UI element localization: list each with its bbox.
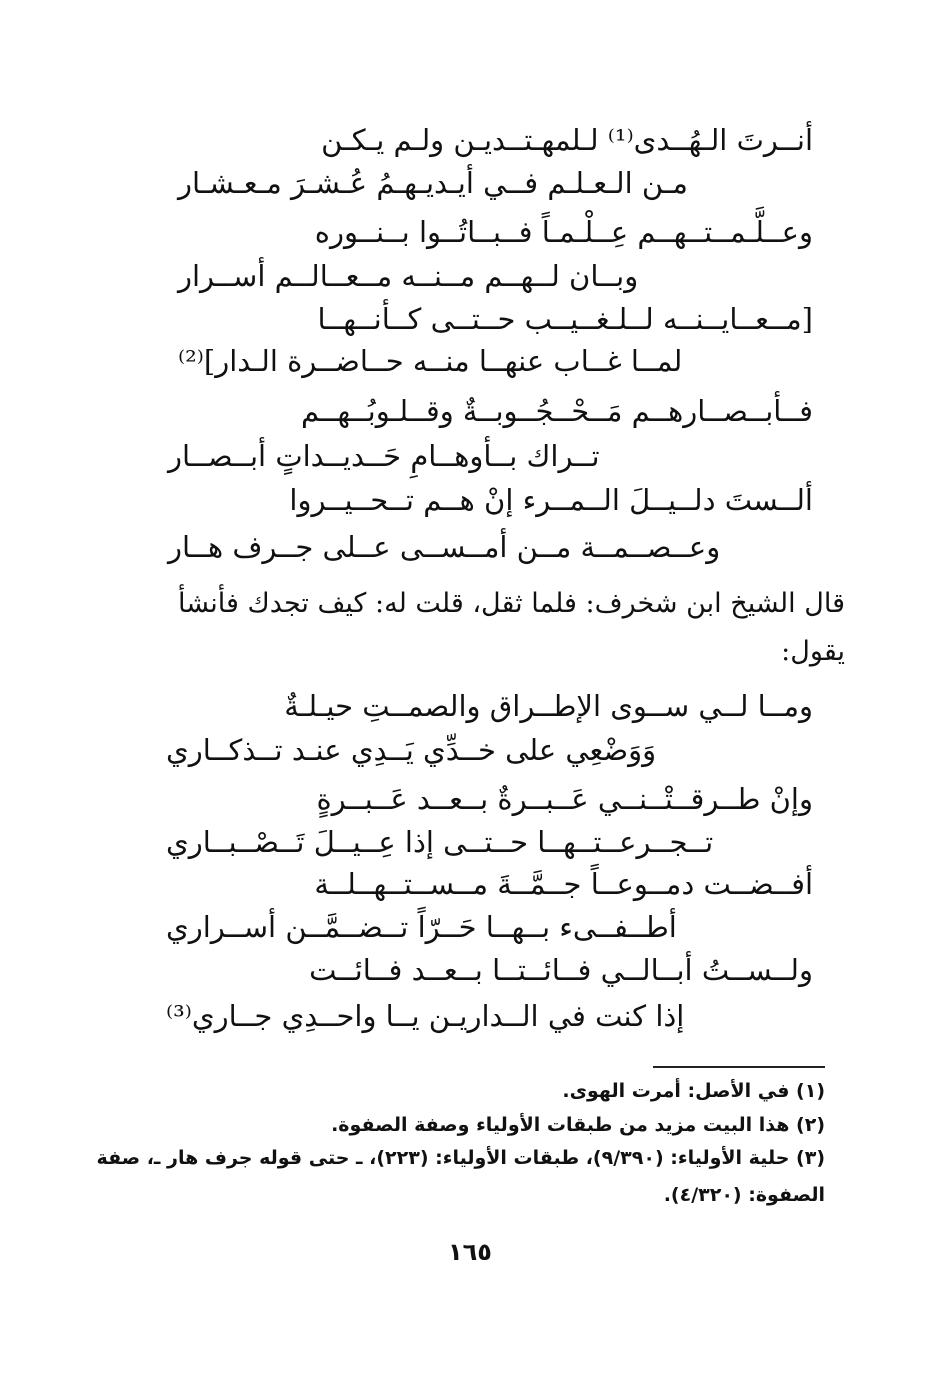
footnote-3-line-1: (٣) حلية الأولياء: (٩/٣٩٠)، طبقات الأولياء: (٢٢٣)، ـ حتى قوله جرف هار ـ، صفة [96,1147,825,1169]
footnote-2: (٢) هذا البيت مزيد من طبقات الأولياء وصفة الصفوة. [331,1114,825,1136]
poem1-line-3: وعــلَّـمــتــهــم عِــلْـمـاً فــبــاتُــوا بــنــوره [314,215,813,249]
footnote-3-line-2: الصفوة: (٤/٣٢٠). [663,1184,825,1206]
poem1-line-8: تــراك بــأوهــامِ حَــديــداتٍ أبــصــار [168,439,600,473]
poem1-line-1: أنــرتَ الـهُــدى⁽¹⁾ لـلمهـتــديـن ولـم يـكـن [321,123,813,157]
poem2-line-7: ولــســتُ أبــالــي فــائــتــا بــعــد فــائــت [309,953,813,987]
poem2-line-5: أفــضــت دمــوعــاً جــمَّــةَ مــســتــهــلــة [314,867,813,901]
poem1-line-6: لمــا غــاب عنهــا منــه حــاضــرة الـدار]⁽²⁾ [178,344,683,378]
poem1-line-2: مـن الـعـلـم فــي أيـديـهـمُ عُـشـرَ مـعـشـار [178,166,688,200]
poem2-line-6: أطــفــىء بــهــا حَــرّاً تــضــمَّــن أســراري [166,910,677,944]
poem2-line-3: وإنْ طــرقــتْــنــي عَــبــرةٌ بــعــد عَــبــرةٍ [316,782,813,816]
poem1-line-5: [مــعــايــنــه لــلـغــيــب حــتــى كــأنــهــا [317,302,813,336]
prose-line-1: قال الشيخ ابن شخرف: فلما ثقل، قلت له: كيف تجدك فأنشأ [177,588,845,619]
prose-line-2: يقول: [781,636,845,667]
poem2-line-1: ومــا لــي ســوى الإطــراق والصمــتِ حيـلـةٌ [284,689,813,723]
footnote-1: (١) في الأصل: أمرت الهوى. [562,1080,825,1102]
page-number: ١٦٥ [448,1238,492,1266]
poem1-line-10: وعــصــمــة مــن أمــســى عــلى جــرف هــار [168,530,721,564]
poem2-line-8: إذا كنت في الــداريـن يــا واحــدِي جــاري⁽³⁾ [166,999,685,1033]
poem1-line-9: ألــستَ دلــيــلَ الــمــرء إنْ هــم تــحــيــروا [289,483,813,517]
poem1-line-7: فــأبــصــارهــم مَــحْــجُــوبــةٌ وقــلـوبُــهــم [301,394,813,428]
poem1-line-4: وبــان لــهــم مــنــه مــعــالــم أســرار [178,259,639,293]
poem2-line-2: وَوَضْعِي على خــدِّي يَــدِي عنـد تــذكــاري [166,733,657,767]
footnote-separator [653,1066,825,1068]
poem2-line-4: تــجــرعــتــهــا حــتــى إذا عِــيــلَ تَــصْــبــاري [166,825,714,859]
